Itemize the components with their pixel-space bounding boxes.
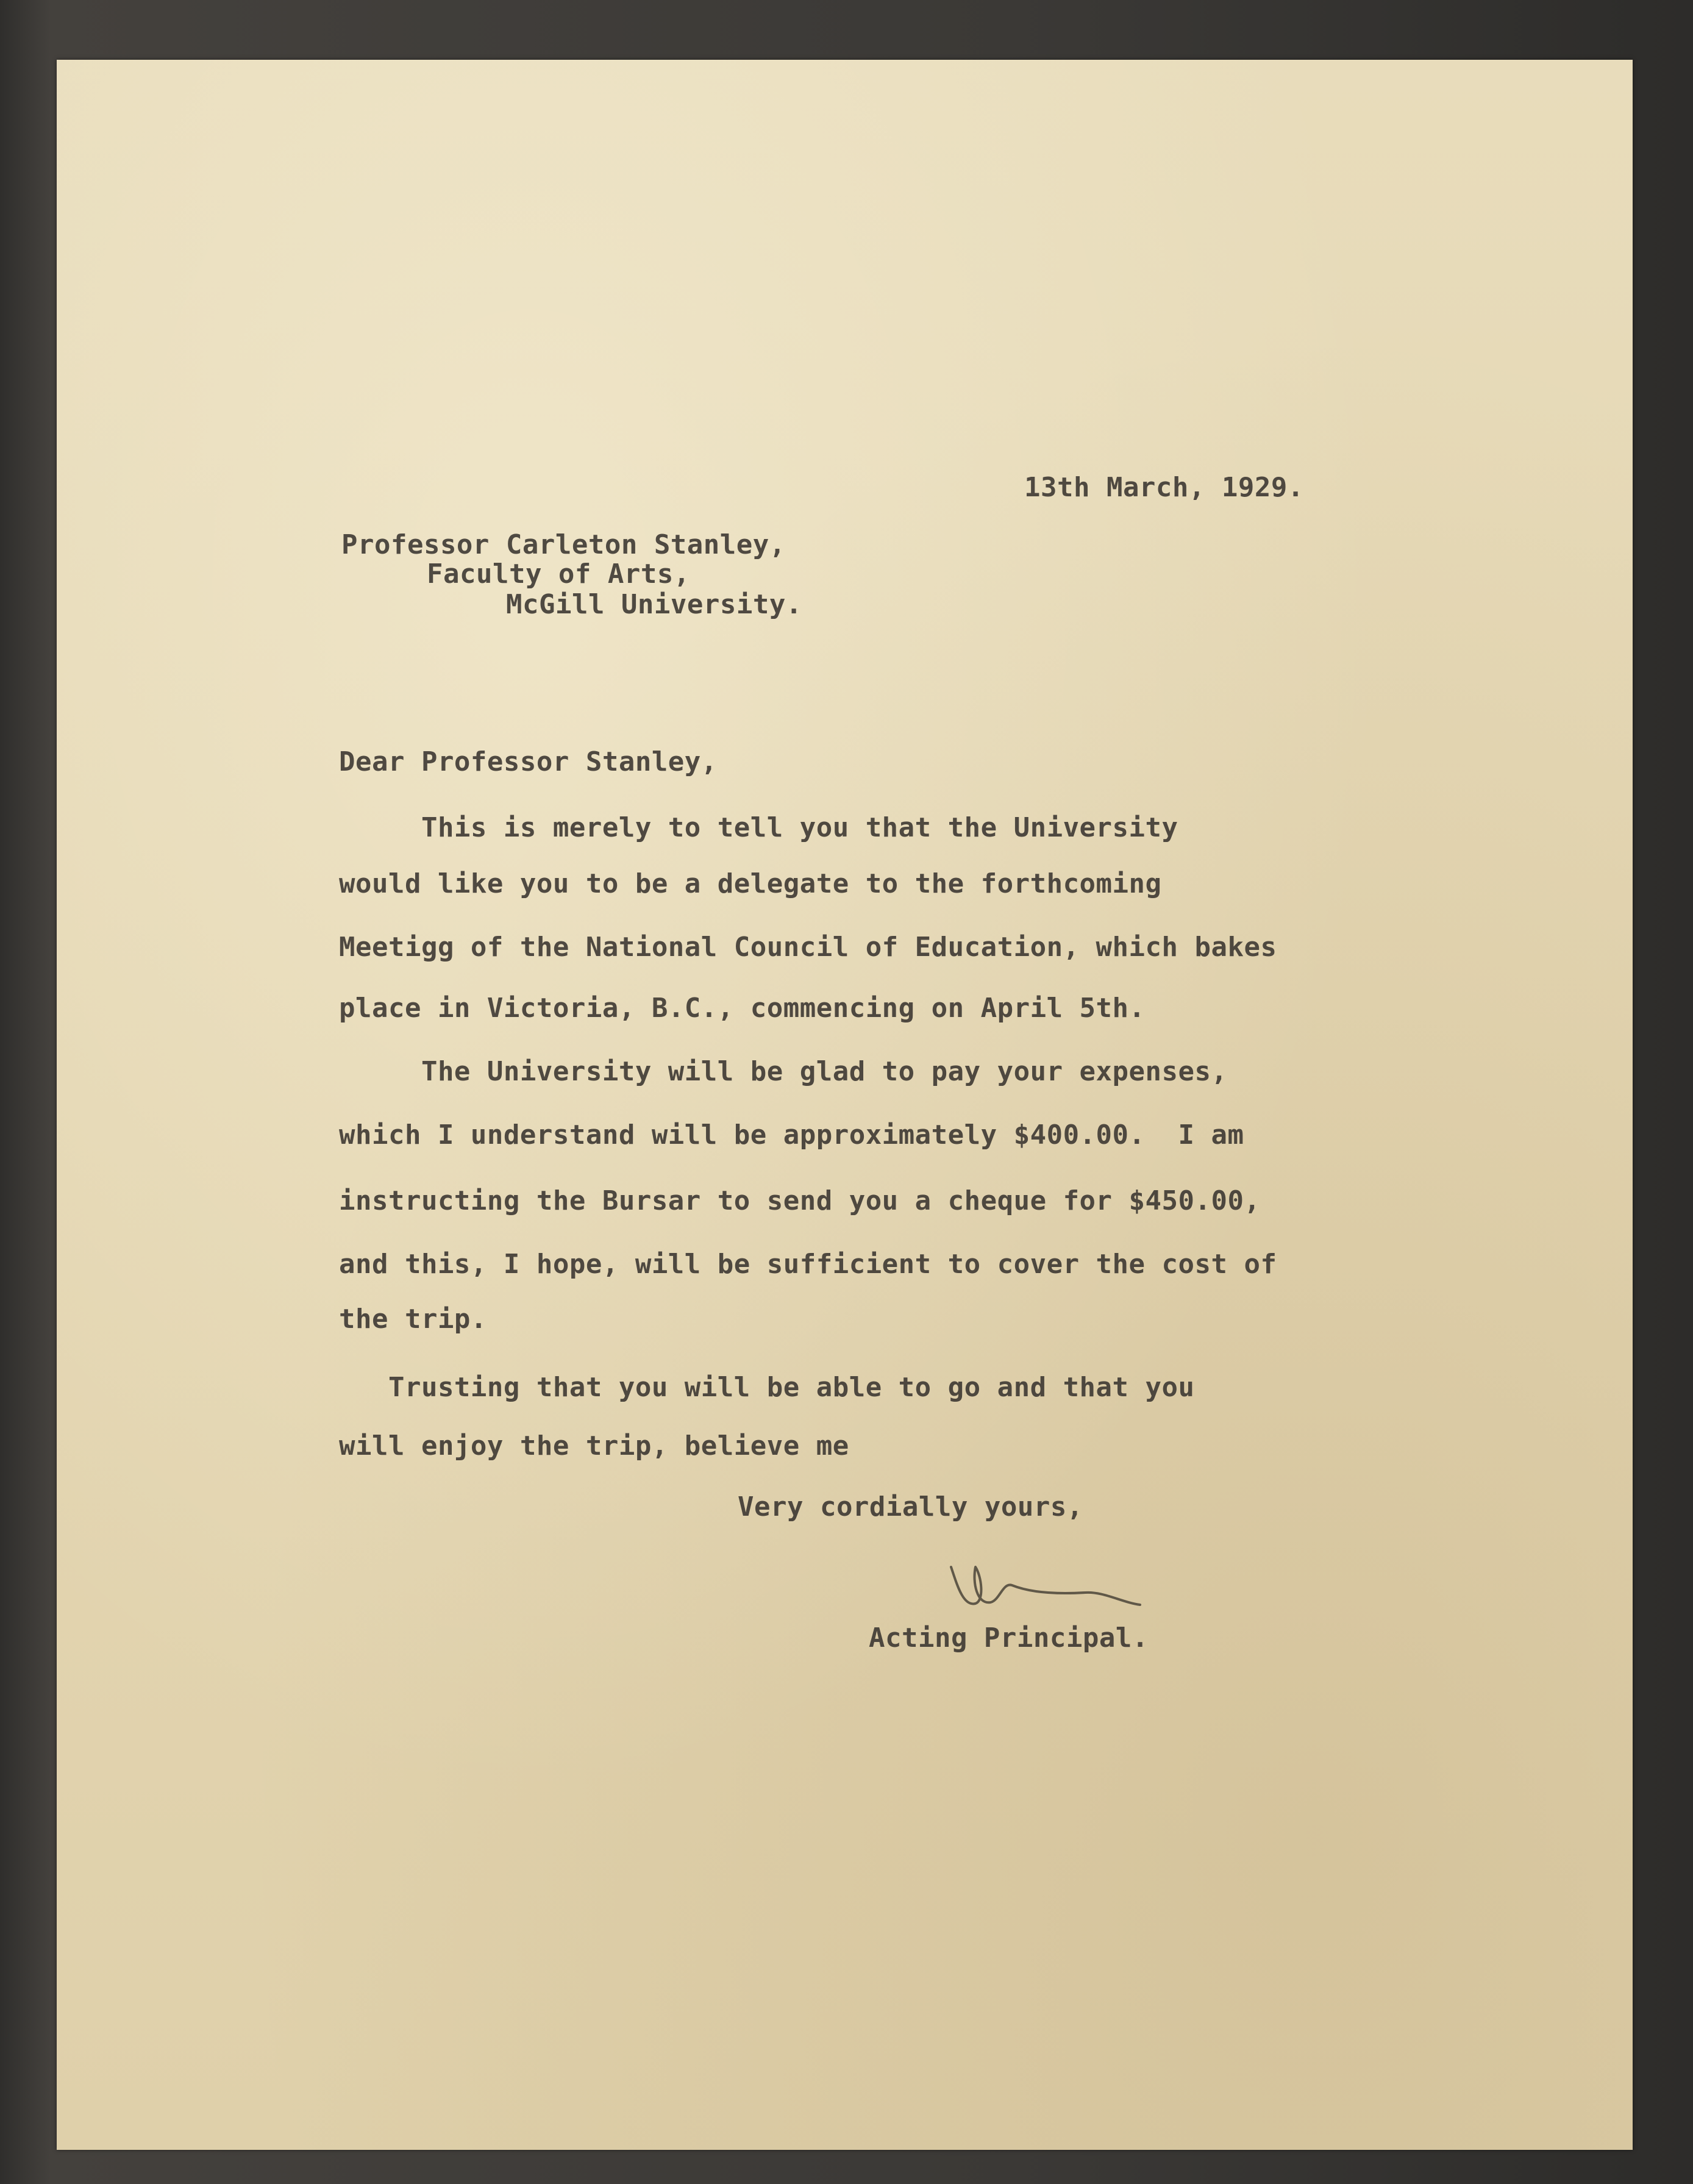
recipient-department: Faculty of Arts, xyxy=(427,558,690,590)
body-line: Trusting that you will be able to go and that you xyxy=(339,1372,1195,1403)
body-line: and this, I hope, will be sufficient to cover the cost of xyxy=(339,1249,1277,1280)
body-line: The University will be glad to pay your expenses, xyxy=(339,1056,1228,1087)
body-line: instructing the Bursar to send you a cheque for $450.00, xyxy=(339,1185,1261,1216)
letter-page xyxy=(57,60,1633,2150)
body-line: This is merely to tell you that the University xyxy=(339,812,1178,843)
body-line: would like you to be a delegate to the forthcoming xyxy=(339,868,1162,899)
signatory-title: Acting Principal. xyxy=(869,1622,1149,1654)
handwritten-signature xyxy=(939,1549,1158,1622)
body-line: the trip. xyxy=(339,1304,487,1335)
recipient-name: Professor Carleton Stanley, xyxy=(341,529,786,560)
letter-date: 13th March, 1929. xyxy=(1024,472,1304,503)
closing: Very cordially yours, xyxy=(738,1491,1083,1522)
body-line: place in Victoria, B.C., commencing on April 5th. xyxy=(339,993,1146,1024)
salutation: Dear Professor Stanley, xyxy=(339,746,718,777)
body-line: will enjoy the trip, believe me xyxy=(339,1430,849,1461)
body-line: which I understand will be approximately $400.00. I am xyxy=(339,1119,1244,1151)
recipient-institution: McGill University. xyxy=(506,589,802,620)
body-line: Meetigg of the National Council of Education, which bakes xyxy=(339,932,1277,963)
